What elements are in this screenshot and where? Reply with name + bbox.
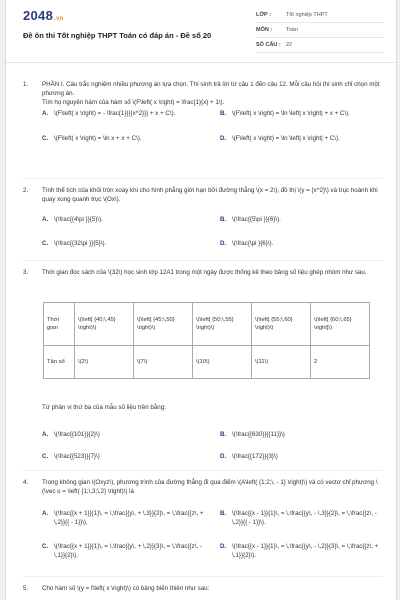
question-3-prompt <box>23 403 383 458</box>
question-number: 5. <box>23 585 29 592</box>
option-a[interactable]: A. \(\frac{{x + 1}}{1}\, = \,\frac{{y\, + \,3}}{2}\, = \,\frac{{z\, + \,2}}{{ - 1}}\). <box>42 510 204 526</box>
meta-row-count: SỐ CÂU : 22 <box>256 38 384 53</box>
option-c[interactable]: C. \(\frac{{32\pi }}{5}\). <box>42 240 107 247</box>
exam-meta-panel <box>256 8 384 53</box>
table-cell: \(7\) <box>134 346 193 379</box>
option-d[interactable]: D. \(F\left( x \right) = \ln \left| x \right| + C\). <box>220 135 340 142</box>
question-subtext: Tứ phân vị thứ ba của mẫu số liệu trên bằng: <box>42 404 166 411</box>
exam-title: Đề ôn thi Tốt nghiệp THPT Toán có đáp án - Đề số 20 <box>23 31 212 40</box>
question-3 <box>23 268 383 277</box>
table-row <box>44 346 370 379</box>
answer-options <box>42 412 383 458</box>
table-cell: \(\left[ {55;\,60} \right)\) <box>252 303 311 346</box>
divider <box>23 576 383 577</box>
table-cell: \(2\) <box>75 346 134 379</box>
question-subtext: Tìm họ nguyên hàm của hàm số \(F\left( x \right) = \frac{1}{x} + 1\). <box>42 99 225 106</box>
option-d[interactable]: D. \(\frac{{x - 1}}{1}\, = \,\frac{{y\, - \,2}}{3}\, = \,\frac{{z\, + \,1}}{2}\). <box>220 543 379 559</box>
table-row-label: Thời gian <box>44 303 75 346</box>
question-1 <box>23 80 383 153</box>
question-4 <box>23 478 383 566</box>
question-text: Trong không gian \(Oxyz\), phương trình của đường thẳng đi qua điểm \(A\left( {1;2;\, - 1} \right)\) và có vectơ chỉ phương \(\vec u = \left( {1;\,3;\,2} \right)\) là <box>42 479 378 495</box>
option-a[interactable]: A. \(\frac{{101}}{2}\) <box>42 431 100 438</box>
table-cell: \(\left[ {50;\,55} \right)\) <box>193 303 252 346</box>
table-cell: \(\left[ {40;\,45} \right)\) <box>75 303 134 346</box>
meta-row-class: LỚP : Tốt nghiệp THPT <box>256 8 384 23</box>
divider <box>23 260 383 261</box>
table-row <box>44 303 370 346</box>
question-text: Thời gian đọc sách của \(32\) học sinh lớp 12A1 trong một ngày được thống kê theo bảng số liệu ghép nhóm như sau. <box>42 269 367 276</box>
frequency-table <box>43 302 370 379</box>
divider <box>23 178 383 179</box>
table-cell: \(\left[ {60;\,65} \right]\) <box>311 303 370 346</box>
site-logo[interactable]: 2048.vn <box>23 8 64 23</box>
frequency-table-wrap <box>6 302 396 382</box>
table-cell: \(10\) <box>193 346 252 379</box>
option-a[interactable]: A. \(F\left( x \right) = - \frac{1}{{{x^2}}} + x + C\). <box>42 110 176 117</box>
question-text: PHẦN I. Câu trắc nghiệm nhiều phương án lựa chọn. Thí sinh trả lời từ câu 1 đến câu 12. Mỗi câu hỏi thí sinh chỉ chọn một phương án. <box>42 81 380 97</box>
answer-options <box>42 496 383 566</box>
question-text: Cho hàm số \(y = f\left( x \right)\) có bảng biến thiên như sau: <box>42 585 210 592</box>
table-cell: \(\left[ {45;\,50} \right)\) <box>134 303 193 346</box>
answer-options <box>42 107 383 153</box>
table-row-label: Tần số <box>44 346 75 379</box>
table-cell: \(11\) <box>252 346 311 379</box>
option-b[interactable]: B. \(\frac{{x - 1}}{1}\, = \,\frac{{y\, - \,3}}{2}\, = \,\frac{{z\, - \,2}}{{ - 1}}\). <box>220 510 377 526</box>
question-number: 1. <box>23 81 29 88</box>
question-number: 3. <box>23 269 29 276</box>
option-c[interactable]: C. \(F\left( x \right) = \ln x + x + C\). <box>42 135 142 142</box>
option-d[interactable]: D. \(\frac{{172}}{3}\) <box>220 453 278 460</box>
option-b[interactable]: B. \(\frac{{5\pi }}{6}\). <box>220 216 281 223</box>
option-d[interactable]: D. \(\frac{\pi }{6}\). <box>220 240 274 247</box>
exam-page <box>5 0 397 600</box>
question-5 <box>23 584 383 593</box>
divider <box>23 470 383 471</box>
question-number: 4. <box>23 479 29 486</box>
option-c[interactable]: C. \(\frac{{x + 1}}{1}\, = \,\frac{{y\, + \,2}}{3}\, = \,\frac{{z\, - \,1}}{2}\). <box>42 543 202 559</box>
question-text: Tính thể tích của khối tròn xoay khi cho hình phẳng giới hạn bởi đường thẳng \(x = 2\), đồ thị \(y = {x^2}\) và trục hoành khi quay xung quanh trục \(Ox\). <box>42 187 378 203</box>
option-b[interactable]: B. \(F\left( x \right) = \ln \left| x \right| + x + C\). <box>220 110 350 117</box>
question-number: 2. <box>23 187 29 194</box>
answer-options <box>42 204 383 252</box>
meta-row-subject: MÔN : Toán <box>256 23 384 38</box>
option-b[interactable]: B. \(\frac{{630}}{{11}}\) <box>220 431 285 438</box>
page-header <box>6 0 396 63</box>
option-c[interactable]: C. \(\frac{{523}}{7}\) <box>42 453 100 460</box>
table-cell: 2 <box>311 346 370 379</box>
option-a[interactable]: A. \(\frac{{4\pi }}{5}\). <box>42 216 103 223</box>
question-2 <box>23 186 383 252</box>
